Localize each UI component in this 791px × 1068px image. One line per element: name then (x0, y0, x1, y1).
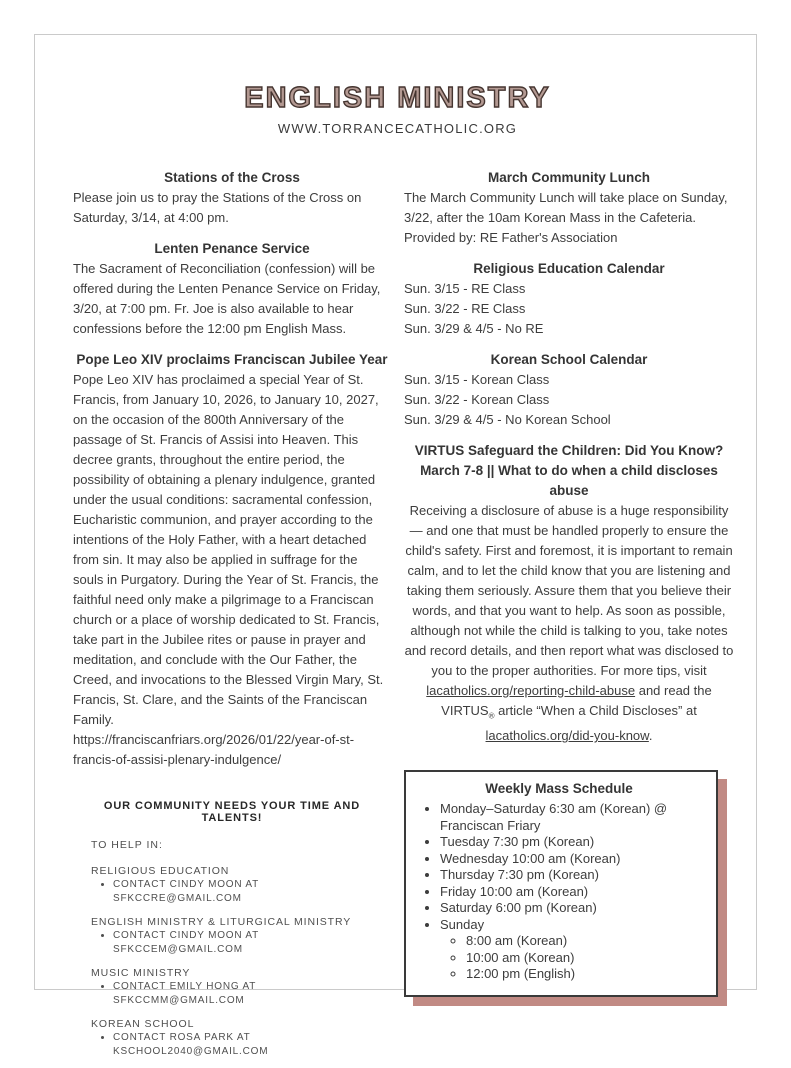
mass-schedule-item-sunday (440, 917, 706, 983)
reporting-child-abuse-link[interactable]: lacatholics.org/reporting-child-abuse (426, 682, 636, 698)
section-title: Religious Education Calendar (473, 260, 665, 276)
mass-schedule-item: • Friday 10:00 am (Korean) (440, 884, 706, 901)
sunday-time-item: ◦ 8:00 am (Korean) (466, 933, 706, 950)
weekly-mass-schedule-box (404, 770, 718, 997)
bulletin-page (34, 34, 757, 1057)
volunteer-contact-list (91, 1031, 391, 1059)
volunteer-group-music-ministry (91, 966, 391, 1008)
calendar-line: Sun. 3/15 - RE Class (404, 280, 526, 296)
virtus-text: and read the VIRTUS (441, 682, 712, 718)
jubilee-url: https://franciscanfriars.org/2026/01/22/year-of-st-francis-of-assisi-plenary-indulgence/ (73, 731, 355, 767)
page-title: ENGLISH MINISTRY (244, 82, 551, 114)
virtus-title-line1: VIRTUS Safeguard the Children: Did You Know? (414, 442, 724, 458)
volunteer-intro: TO HELP IN: (91, 838, 163, 851)
calendar-line: Sun. 3/29 & 4/5 - No Korean School (404, 411, 611, 427)
sunday-time-item: ◦ 12:00 pm (English) (466, 966, 706, 983)
calendar-line: Sun. 3/22 - RE Class (404, 300, 526, 316)
virtus-title-line2: March 7-8 || What to do when a child discloses abuse (420, 462, 718, 498)
mass-schedule-title: Weekly Mass Schedule (485, 781, 633, 797)
mass-schedule-item-label: Sunday (440, 916, 485, 932)
volunteer-group-name: RELIGIOUS EDUCATION (91, 864, 230, 877)
calendar-line: Sun. 3/15 - Korean Class (404, 371, 550, 387)
section-stations-of-the-cross (73, 168, 391, 228)
volunteer-group-name: ENGLISH MINISTRY & LITURGICAL MINISTRY (91, 915, 352, 928)
volunteer-contact-list (91, 980, 391, 1008)
volunteer-group-korean-school (91, 1017, 391, 1059)
calendar-line: Sun. 3/22 - Korean Class (404, 391, 550, 407)
virtus-body (404, 501, 734, 747)
volunteer-contact: • CONTACT ROSA PARK AT KSCHOOL2040@GMAIL.COM (113, 1031, 391, 1059)
section-body: Pope Leo XIV has proclaimed a special Year of St. Francis, from January 10, 2026, to January 10, 2027, on the occasion of the 800th Anniversary of the passage of St. Francis of Assisi into Heaven. This decree grants, throughout the entire period, the possibility of obtaining a plenary indulgence, granted under the usual conditions: sacramental confession, Eucharistic communion, and prayer according to the intentions of the Holy Father, with a heart detached from sin. It may also be applied in suffrage for the souls in Purgatory. During the Year of St. Francis, the faithful need only make a pilgrimage to a Franciscan church or a place of worship dedicated to St. Francis, take part in the Jubilee rites or pause in prayer and meditation, and conclude with the Our Father, the Creed, and invocations to the Blessed Virgin Mary, St. Francis, St. Clare, and the Saints of the Franciscan Family. (73, 371, 384, 727)
volunteer-contact: • CONTACT CINDY MOON AT SFKCCRE@GMAIL.COM (113, 878, 391, 906)
volunteer-contact-list (91, 929, 391, 957)
section-lenten-penance (73, 239, 391, 339)
lunch-provider: Provided by: RE Father's Association (404, 229, 618, 245)
volunteer-group-religious-education (91, 864, 391, 906)
section-virtus (404, 441, 734, 747)
section-title: Pope Leo XIV proclaims Franciscan Jubilee Year (76, 351, 388, 367)
section-march-community-lunch (404, 168, 734, 248)
mass-schedule-item: • Wednesday 10:00 am (Korean) (440, 851, 706, 868)
sunday-times-list (440, 933, 706, 983)
mass-schedule-item: • Tuesday 7:30 pm (Korean) (440, 834, 706, 851)
left-column (73, 168, 391, 1068)
calendar-line: Sun. 3/29 & 4/5 - No RE (404, 320, 544, 336)
section-title: Stations of the Cross (164, 169, 300, 185)
mass-schedule-list (412, 801, 706, 983)
masthead (63, 83, 732, 136)
volunteer-contact: • CONTACT EMILY HONG AT SFKCCMM@GMAIL.COM (113, 980, 391, 1008)
section-title: Korean School Calendar (490, 351, 648, 367)
sunday-time-item: ◦ 10:00 am (Korean) (466, 950, 706, 967)
volunteer-contact: • CONTACT CINDY MOON AT SFKCCEM@GMAIL.COM (113, 929, 391, 957)
mass-schedule-item: • Thursday 7:30 pm (Korean) (440, 867, 706, 884)
mass-schedule-item: • Monday–Saturday 6:30 am (Korean) @ Franciscan Friary (440, 801, 706, 834)
volunteer-contact-list (91, 878, 391, 906)
section-body: The Sacrament of Reconciliation (confession) will be offered during the Lenten Penance Service on Friday, 3/20, at 7:00 pm. Fr. Joe is also available to hear confessions before the 12:00 pm English Mass. (73, 260, 381, 336)
section-re-calendar (404, 259, 734, 339)
volunteer-section (73, 800, 391, 1059)
did-you-know-link[interactable]: lacatholics.org/did-you-know (485, 728, 649, 744)
mass-schedule-item: • Saturday 6:00 pm (Korean) (440, 900, 706, 917)
section-franciscan-jubilee (73, 350, 391, 770)
virtus-text: . (648, 728, 653, 744)
website-url: WWW.TORRANCECATHOLIC.ORG (277, 120, 518, 136)
registered-mark: ® (488, 711, 495, 721)
two-column-layout (73, 168, 732, 1068)
volunteer-group-name: MUSIC MINISTRY (91, 966, 191, 979)
section-body: The March Community Lunch will take place on Sunday, 3/22, after the 10am Korean Mass in the Cafeteria. (404, 189, 728, 225)
virtus-text: article “When a Child Discloses” at (494, 702, 697, 718)
right-column (404, 168, 734, 1068)
virtus-title (404, 441, 734, 501)
volunteer-heading: OUR COMMUNITY NEEDS YOUR TIME AND TALENTS! (103, 799, 361, 824)
section-title: March Community Lunch (487, 169, 650, 185)
section-body: Please join us to pray the Stations of the Cross on Saturday, 3/14, at 4:00 pm. (73, 189, 362, 225)
section-korean-school-calendar (404, 350, 734, 430)
volunteer-group-english-ministry (91, 915, 391, 957)
volunteer-group-name: KOREAN SCHOOL (91, 1017, 195, 1030)
virtus-text: Receiving a disclosure of abuse is a huge responsibility — and one that must be handled properly to ensure the child's safety. First and foremost, it is important to remain calm, and to let the child know that you are listening and taking them seriously. Assure them that you believe their words, and that you want to help. As soon as possible, although not while the child is talking to you, take notes and record details, and then report what was disclosed to you to the proper authorities. For more tips, visit (404, 502, 734, 678)
section-title: Lenten Penance Service (154, 240, 310, 256)
